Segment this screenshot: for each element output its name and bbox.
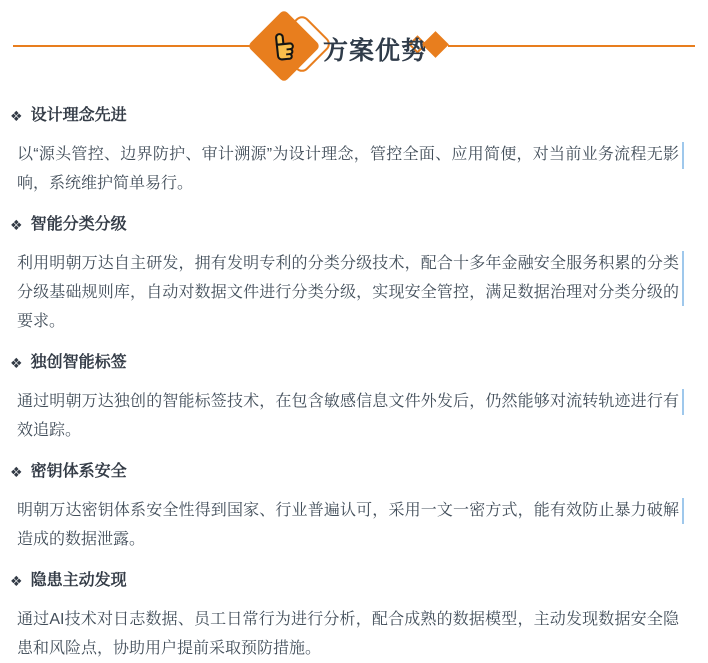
diamond-bullet-icon: ❖ [10, 108, 23, 124]
advantage-heading [10, 461, 708, 483]
advantage-heading [10, 570, 708, 592]
advantage-heading-text: 设计理念先进 [30, 107, 127, 124]
section-header [0, 0, 708, 92]
advantage-body: 通过AI技术对日志数据、员工日常行为进行分析，配合成熟的数据模型，主动发现数据安全隐患和风险点，协助用户提前采取预防措施。 [17, 611, 679, 657]
advantage-heading [10, 214, 708, 236]
advantage-heading [10, 352, 708, 374]
diamond-bullet-icon: ❖ [10, 464, 23, 480]
diamond-bullet-icon: ❖ [10, 217, 23, 233]
advantages-list [0, 92, 708, 663]
advantage-heading-text: 独创智能标签 [30, 354, 127, 371]
advantage-section [0, 570, 708, 663]
diamond-bullet-icon: ❖ [10, 573, 23, 589]
advantage-heading-text: 密钥体系安全 [30, 463, 127, 480]
line-end-caret [682, 389, 684, 415]
advantage-body: 通过明朝万达独创的智能标签技术，在包含敏感信息文件外发后，仍然能够对流转轨迹进行有效追踪。 [17, 393, 679, 439]
line-end-caret [682, 251, 684, 306]
line-end-caret [682, 142, 684, 169]
diamond-bullet-icon: ❖ [10, 355, 23, 371]
advantage-body: 以“源头管控、边界防护、审计溯源”为设计理念，管控全面、应用简便，对当前业务流程无影响，系统维护简单易行。 [17, 146, 679, 192]
advantage-heading [10, 105, 708, 127]
advantage-section [0, 352, 708, 445]
advantage-section [0, 105, 708, 198]
advantage-heading-text: 智能分类分级 [30, 216, 127, 233]
header-divider-left [13, 45, 263, 47]
page-title: 方案优势 [323, 37, 428, 65]
header-divider-right [448, 45, 695, 47]
advantage-heading-text: 隐患主动发现 [30, 572, 127, 589]
advantage-section [0, 214, 708, 336]
line-end-caret [682, 498, 684, 524]
advantage-body: 明朝万达密钥体系安全性得到国家、行业普遍认可，采用一文一密方式，能有效防止暴力破解造成的数据泄露。 [17, 502, 679, 548]
advantage-section [0, 461, 708, 554]
thumbs-up-icon [265, 26, 302, 63]
advantage-body: 利用明朝万达自主研发，拥有发明专利的分类分级技术，配合十多年金融安全服务积累的分类分级基础规则库，自动对数据文件进行分类分级，实现安全管控，满足数据治理对分类分级的要求。 [17, 255, 679, 330]
